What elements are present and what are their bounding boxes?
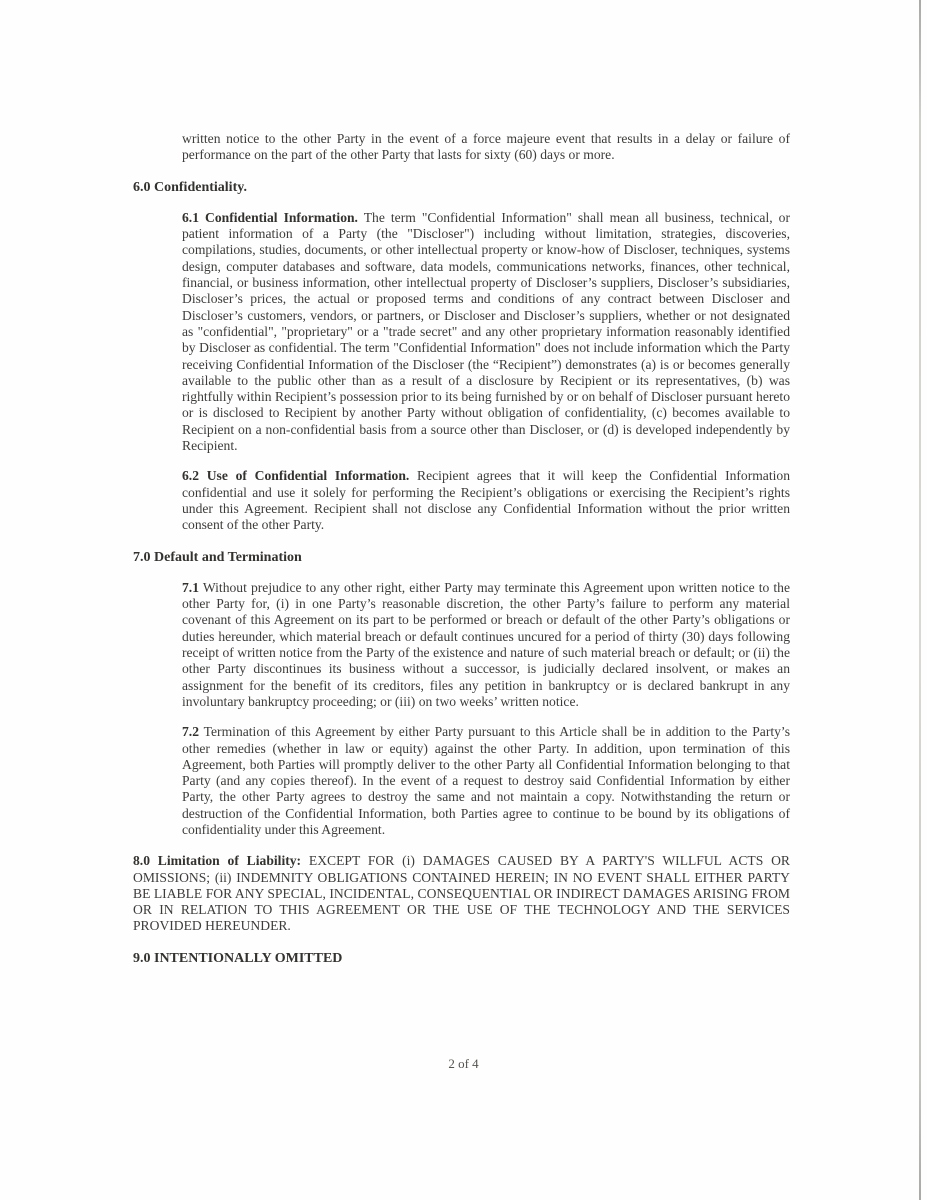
paragraph-7-1-lead: 7.1	[182, 579, 199, 595]
paragraph-7-2-termination-effects	[133, 724, 790, 838]
paragraph-8-0-lead: 8.0 Limitation of Liability:	[133, 853, 302, 869]
paragraph-6-2-body: Recipient agrees that it will keep the Confidential Information confidential and use it solely for performing the Recipient’s obligations or exercising the Recipient’s rights under this Agreement. Recipient shall not disclose any Confidential Information without the prior written consent of the other Party.	[182, 468, 790, 533]
scan-edge-artifact	[919, 0, 921, 1200]
paragraph-7-2-lead: 7.2	[182, 724, 199, 740]
heading-section-6-confidentiality: 6.0 Confidentiality.	[133, 179, 247, 195]
paragraph-7-1-body: Without prejudice to any other right, either Party may terminate this Agreement upon written notice to the other Party for, (i) in one Party’s reasonable discretion, the other Party’s failure to perform any material covenant of this Agreement on its part to be performed or breach or default of the other Party’s obligations or duties hereunder, which material breach or default continues uncured for a period of thirty (30) days following receipt of written notice from the Party of the existence and nature of such material breach or default; or (ii) the other Party discontinues its business without a successor, is judicially declared insolvent, or makes an assignment for the benefit of its creditors, files any petition in bankruptcy or is declared bankrupt in any involuntary bankruptcy proceeding; or (iii) on two weeks’ written notice.	[182, 579, 790, 709]
paragraph-6-1-body: The term "Confidential Information" shall mean all business, technical, or patient information of a Party (the "Discloser") including without limitation, strategies, discoveries, compilations, studies, documents, or other intellectual property or know-how of Discloser, techniques, systems design, computer databases and software, data models, communications networks, finances, other technical, financial, or business information, other intellectual property of Discloser’s suppliers, Discloser’s subsidiaries, Discloser’s prices, the actual or proposed terms and conditions of any contract between Discloser and Discloser’s customers, vendors, or partners, or Discloser and Discloser’s suppliers, whether or not designated as "confidential", "proprietary" or a "trade secret" and any other proprietary information reasonably identified by Discloser as confidential. The term "Confidential Information" does not include information which the Party receiving Confidential Information of the Discloser (the “Recipient”) demonstrates (a) is or becomes generally available to the public other than as a result of a disclosure by Recipient or its representatives, (b) was rightfully within Recipient’s possession prior to its being furnished by or on behalf of Discloser pursuant hereto or is disclosed to Recipient by another Party without obligation of confidentiality, (c) becomes available to Recipient on a non-confidential basis from a source other than Discloser, or (d) is developed independently by Recipient.	[182, 209, 790, 454]
heading-section-9-intentionally-omitted: 9.0 INTENTIONALLY OMITTED	[133, 950, 343, 966]
paragraph-6-1-confidential-information	[133, 210, 790, 454]
paragraph-7-2-body: Termination of this Agreement by either Party pursuant to this Article shall be in addition to the Party’s other remedies (whether in law or equity) against the other Party. In addition, upon termination of this Agreement, both Parties will promptly deliver to the other Party all Confidential Information belonging to that Party (and any copies thereof). In the event of a request to destroy said Confidential Information by either Party, the other Party agrees to destroy the same and not maintain a copy. Notwithstanding the return or destruction of the Confidential Information, both Parties agree to continue to be bound by its obligations of confidentiality under this Agreement.	[182, 724, 790, 837]
document-body	[133, 131, 790, 967]
paragraph-6-2-lead: 6.2 Use of Confidential Information.	[182, 468, 410, 484]
paragraph-8-0-body: EXCEPT FOR (i) DAMAGES CAUSED BY A PARTY'S WILLFUL ACTS OR OMISSIONS; (ii) INDEMNITY OBLIGATIONS CONTAINED HEREIN; IN NO EVENT SHALL EITHER PARTY BE LIABLE FOR ANY SPECIAL, INCIDENTAL, CONSEQUENTIAL OR INDIRECT DAMAGES ARISING FROM OR IN RELATION TO THIS AGREEMENT OR THE USE OF THE TECHNOLOGY AND THE SERVICES PROVIDED HEREUNDER.	[133, 853, 790, 934]
paragraph-6-1-lead: 6.1 Confidential Information.	[182, 209, 358, 225]
paragraph-7-1-termination-rights	[133, 580, 790, 710]
paragraph-8-0-limitation-of-liability	[133, 853, 790, 934]
heading-section-7-default-and-termination: 7.0 Default and Termination	[133, 549, 302, 565]
paragraph-force-majeure-continuation: written notice to the other Party in the event of a force majeure event that results in a delay or failure of performance on the part of the other Party that lasts for sixty (60) days or more.	[182, 131, 790, 163]
paragraph-6-2-use-of-confidential-information	[133, 468, 790, 533]
page-number: 2 of 4	[448, 1056, 479, 1071]
